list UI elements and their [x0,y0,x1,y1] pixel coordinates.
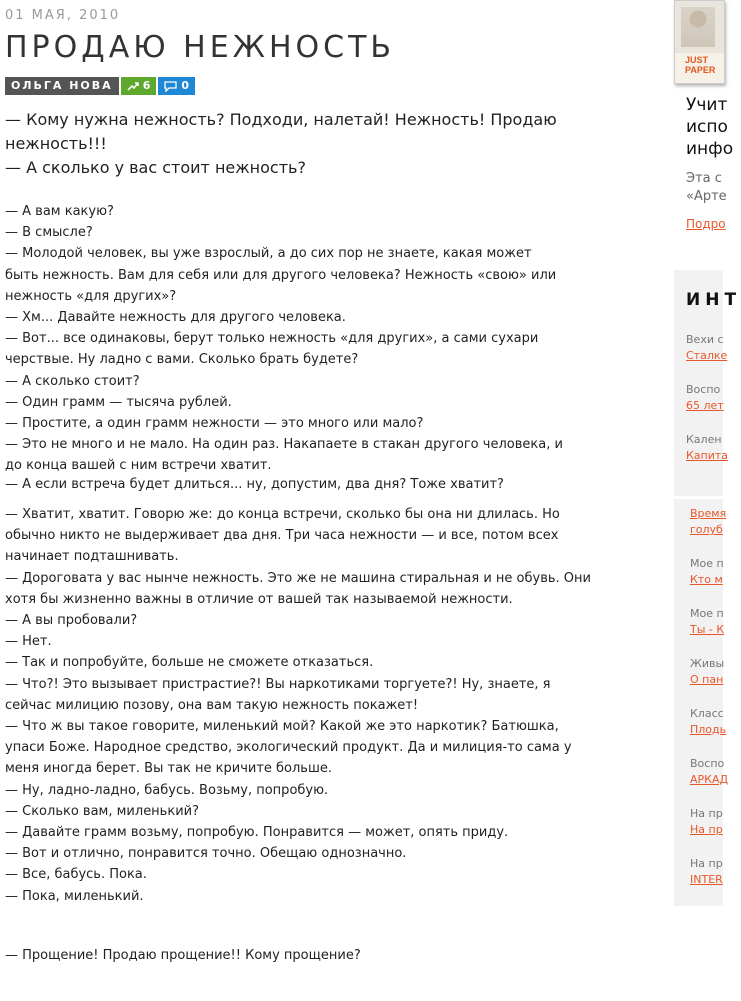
dialog-line: — Ну, ладно-ладно, бабусь. Возьму, попробую. [5,782,329,798]
comments-badge[interactable] [158,77,195,95]
dialog-line: — Что?! Это вызывает пристрастие?! Вы наркотиками торгуете?! Ну, знаете, я сейчас милицию позову, она вам такую нежность покажет! [5,676,551,713]
promo-more-link[interactable]: Подро [686,217,726,231]
promo-desc-line: Эта с [686,171,722,186]
sidebar-item-link[interactable]: голуб [690,523,723,536]
dialog-line: — Один грамм — тысяча рублей. [5,394,232,410]
post-body-part1 [5,201,565,477]
sidebar-item [690,856,723,888]
sidebar-item-link[interactable]: О пан [690,673,724,686]
dialog-line: — А если встреча будет длиться... ну, допустим, два дня? Тоже хватит? [5,477,504,492]
sidebar-item-link[interactable]: АРКАД [690,773,729,786]
dialog-line: — Дороговата у вас нынче нежность. Это же не машина стиральная и не обувь. Они хотя бы жизненно важны в отличие от вашей так называемой нежности. [5,570,591,607]
sidebar-item-link[interactable]: На пр [690,823,723,836]
dialog-line: — Вот и отлично, понравится точно. Обещаю однозначно. [5,846,407,862]
sidebar-item-caption: Воспо [686,383,721,396]
dialog-line: — Хватит, хватит. Говорю же: до конца встречи, сколько бы она ни длилась. Но обычно никто не выдерживает два дня. Три часа нежности — и все, потом всех начинает подташнивать. [5,507,560,565]
sidebar-item [690,756,728,788]
sidebar-item-caption: Класс [690,707,724,720]
sidebar-item-caption: На пр [690,857,723,870]
lead-line: — Кому нужна нежность? Подходи, налетай! Нежность! Продаю нежность!!! [5,110,557,153]
dialog-line: — Молодой человек, вы уже взрослый, а до сих пор не знаете, какая может быть нежность. Вам для себя или для другого человека? Нежность «свою» или нежность «для других»? [5,246,557,304]
votes-badge[interactable] [121,77,157,95]
dialog-line: — Это не много и не мало. На один раз. Накапаете в стакан другого человека, и до конца вашей с ним встречи хватит. [5,437,563,474]
post-body-part2 [5,504,595,907]
sidebar-item-link[interactable]: Кто м [690,573,723,586]
speech-bubble-icon [164,81,177,92]
post-title[interactable]: ПРОДАЮ НЕЖНОСТЬ [5,30,395,65]
sidebar-item-caption: Кален [686,433,722,446]
interesting-title: ИНТ [686,290,741,310]
sidebar-item [690,656,724,688]
sidebar-item-link[interactable]: Ты - К [690,623,725,636]
dialog-line: — Все, бабусь. Пока. [5,867,147,883]
dialog-line: — Вот... все одинаковы, берут только нежность «для других», а сами сухари черствые. Ну ладно с вами. Сколько брать будете? [5,331,539,368]
sidebar-item [690,806,723,838]
sidebar-item [690,706,726,738]
post-body-clipped-line [5,474,565,494]
sidebar-item-link[interactable]: 65 лет [686,399,724,412]
sidebar-item-caption: Вехи с [686,333,724,346]
dialog-line: — Пока, миленький. [5,888,144,904]
promo-desc-line: «Арте [686,189,727,204]
panel-divider [674,496,723,499]
sidebar-item-caption: Мое п [690,557,724,570]
promo-heading-line: испо [686,117,728,137]
dialog-line: — Что ж вы такое говорите, миленький мой? Какой же это наркотик? Батюшка, упаси Боже. Народное средство, экологический продукт. Да и милиция-то сама у меня иногда берет. Вы так не кричите больше. [5,719,572,777]
sidebar-item-link[interactable]: Сталке [686,349,728,362]
sidebar-item [686,432,728,464]
promo-heading[interactable] [686,94,733,160]
dialog-line: — А сколько стоит? [5,373,140,389]
post-meta [5,77,195,95]
dialog-line: — Нет. [5,634,52,650]
dialog-line: — Хм... Давайте нежность для другого человека. [5,310,346,326]
dialog-line: — В смысле? [5,225,93,241]
book-title-text: JUST PAPER [685,55,716,75]
votes-count: 6 [142,79,151,92]
sidebar-item [686,332,727,364]
author-badge[interactable]: ОЛЬГА НОВА [5,77,119,95]
dialog-line: — Сколько вам, миленький? [5,803,199,819]
post-body-part3 [5,945,595,966]
dialog-line: — А вам какую? [5,204,114,219]
sidebar-item-link[interactable]: Плодь [690,723,727,736]
dialog-line: — Простите, а один грамм нежности — это много или мало? [5,416,424,432]
trend-up-icon [127,81,139,91]
dialog-line: — Давайте грамм возьму, попробую. Понравится — может, опять приду. [5,825,509,841]
sidebar-item-caption: Воспо [690,757,725,770]
comments-count: 0 [181,79,189,92]
post-date: 01 МАЯ, 2010 [5,8,121,23]
dialog-line: — Прощение! Продаю прощение!! Кому прощение? [5,948,361,963]
dialog-line: — Так и попробуйте, больше не сможете отказаться. [5,655,374,671]
sidebar-item-caption: Мое п [690,607,724,620]
sidebar-item-caption: Живы [690,657,725,670]
promo-description [686,170,727,206]
promo-heading-line: инфо [686,139,734,159]
book-cover-image[interactable] [674,0,725,84]
sidebar-item-link[interactable]: Время [690,507,727,520]
lead-line: — А сколько у вас стоит нежность? [5,158,306,177]
promo-heading-line: Учит [686,95,728,115]
sidebar-item [690,506,726,538]
sidebar-item [690,606,724,638]
book-illustration [681,7,715,47]
sidebar-item [690,556,724,588]
sidebar-item-link[interactable]: INTER [690,873,723,886]
post-lead [5,108,565,180]
dialog-line: — А вы пробовали? [5,613,138,629]
sidebar-item [686,382,724,414]
sidebar-item-link[interactable]: Капита [686,449,729,462]
sidebar-item-caption: На пр [690,807,723,820]
